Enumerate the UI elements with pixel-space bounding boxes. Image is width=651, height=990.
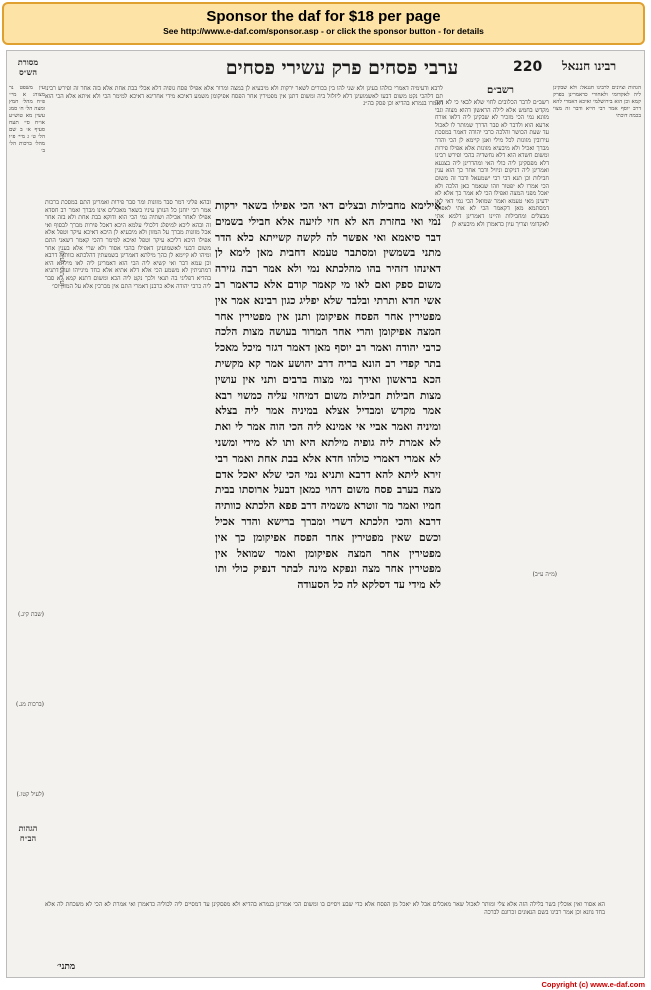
page-number: 220 xyxy=(513,59,543,75)
bottom-commentary xyxy=(45,901,605,971)
catchword: מתני׳ xyxy=(57,962,76,972)
right-margin-text: הגהות וציונים לרבינו חננאל: ולא שבקינן ליה לאקדומי ולאחורי כדאמרינן בפרק קמא וכן הוא בירושלמי ואיכא דאמרי להא דרב יוסף אמר רבי חייא ודבר זה מצוי בכמה דוכתי xyxy=(553,85,641,119)
tosafot-side-text: ובהא פליגי דמר סבר מזונות ומר סבר פירות ואמרינן התם במסכת ברכות אמר רבי יוחנן כל הנותן עיניו בשאר מאכלים אינו מברך ואמר רב חסדא אפילו לאחר אכילה ושתיה נמי הכי הוא ודוקא בבת אחת ולא בזה אחר זה ובהא ליכא למיפלג דלכולי עלמא היכא דאכל פירות מברך לבסוף ואי אכל מזונות מברך על המזון ולא מיבעיא לן היכא דאיכא עיקר וטפל אלא אפילו היכא דליכא עיקר וטפל ואיכא למימר דהכי קאמר דשאני התם משום דבעי לאשמועינן דאפילו בהכי אסור ולא שרי אלא בענין אחר ומיהו לא קיימא לן כהך מילתא דאמרינן בשמעתין דהלכתא כוותיה דרבא וכן עמא דבר ואי קשיא ליה הכי הוא דאמרינן ליה לאו מילתא היא דמתניתין לא משמע הכי אלא דלא אתיא אלא כחד מינייהו ועוד דתניא בהדיא דפליגי בה תנאי ולכך נקט ליה הכא ומשום דתנא קמא לא סבר ליה כרבי יהודה אלא כרבנן דאמרי התם אין מברכין אלא על המזון וכו׳ xyxy=(45,199,211,290)
hagahot-heading: הגהות הב״ח xyxy=(18,823,38,843)
tosafot-column xyxy=(45,199,211,891)
page-header-title: ערבי פסחים פרק עשירי פסחים xyxy=(225,57,459,79)
bottom-text: הא אסור ואין אוכלין בשר בלילה הזה אלא צלי ומותר לאכול שאר מאכלים אבל לא יאכל מן הפסח אלא כדי שבע ויסיים בו ומשום הכי אמרינן בגמרא בהדיא ולא מפסקינן עד דמסיים ליה לכוליה כדאמרן ואי אמרת לא הכי לא משכחת לה אלא בחד גוונא וכן אמר רבינו בשם הגאונים זכרונם לברכה xyxy=(45,901,605,916)
sponsor-banner-title[interactable]: Sponsor the daf for $18 per page xyxy=(206,8,441,25)
left-margin-text: עין משפט נר מצוה: א מיי׳ פ״ח מהל׳ חמץ ומצה הל׳ ח׳ סמג עשין מא טוש״ע או״ח סי׳ תעח סעיף א׳ ב שם הל׳ ט׳ ג מיי׳ פ״ו מהל׳ ברכות הל׳ ב׳ xyxy=(9,85,45,154)
commentator-heading: רבינו חננאל xyxy=(562,59,617,73)
margin-ref-1: (שבת קיג.) xyxy=(17,611,44,618)
side-ref-1: (עי׳ תוס׳ לעיל) xyxy=(58,251,65,287)
rashi-heading: רשב״ם xyxy=(487,85,514,96)
rashi-column xyxy=(435,99,549,891)
rashi-text: רשב״ם לדבר הכלובים לחוי שלא לבאי כי לא הוה מקדש בחמש אלא לילה הראשון דהוא מצוה וגבי מזונא נמי הכי מזכיר לא שבקינן ליה דלאו אורח ארעא הוא ולדבר לא סבר הדרך שמותר לו לאכול עד שעת הכושר והלכה כרבי יהודה דאמר במסכת עירובין מזונות לכל מילי ואנן קיימא לן הכי והדר מברך ואכיל ולא מיבעיא מזונות אלא אפילו פירות ומשום חשדא הוא דלא נחשדיה בהכי ופירש רבינו דלא מפסקינן ליה כולי האי ומהדרינן ליה בצנעא ואמרינן ליה דניקום וניזיל ודבר אחר כך הוא ענין חבילות וכן תנא דבי רבי ישמעאל ודבר זה משום הכי אמרו לא יפטור וזהו שנאמר כאן הלכה ולא יאכל מפני המצה ואפילו הכי לא אמר כך אלא לא ידעינן מאי טעמא ואמר שמואל הכי נמי דאי לאו דמסתמא מאן דקאמר הכי לא אתי לאפוקי מבצלים ומחבילות והיינו דאמרינן דלמא אתי לאקדומי וצריך עיון כדאמרן ולא מיבעיא לן xyxy=(435,99,549,228)
masoret-heading: מסורת הש״ס xyxy=(17,57,39,77)
gemara-text: אילימא מחבילות ובצלים דאי הכי אפילו בשאר ירקות נמי ואי בחזרת הא לא חזי לזיעה אלא חבילי בשמים דבר סיאמא ואי אפשר לה לקשה קשייתא כלא הדר מתני בשמשין ומסתבר טעמא דחבית מאן לימא לן דאינהו דזהיר בהו מהלכתא נמי ולא אמר רבה גזירה משום ספק ואם לאו מי קאמר קודם אלא כדאמר רב אשי חדא ותרתי ובלבד שלא יפליג כגון רבינא אמר אין מפטירין אחר הפסח אפיקומן ותנן אין מפטירין אחר המצה אפיקומן והרי אחר המרור בעושה מצות הלכה כרבי יהודה ואמר רב יוסף מאן דאמר דגזר מיכל מאכל בתר קפדי רב הונא בריה דרב יהושע אמר קא מקשית הכא בראשון ואידך נמי מצוה ברבים ותני אין עושין מצות חבילות חבילות משום דמיחזי עליה כמשוי רבא אמר מקדש ומבדיל אצלא במיניה אמר ליה בצלא ומיניה ואמר אביי אי אמינא ליה הכי הוה אמר לי ואת לא אמרת ליה גופיה מילתא היא ותו לא מידי ומשני לא אמרי דאמרי כולהו חדא אלא בבת אחת ואמר רבי זירא ליתא להא דרבא ותניא נמי הכי שלא יאכל אדם מצה בערב פסח משום דהוי כמאן דבעל ארוסתו בבית חמיו ואמר מר זוטרא משמיה דרב פפא הלכתא כוותיה דרבא והכי הלכתא דשרי ומברך ברישא והדר אכיל וכשם שאין מפטירין אחר הפסח אפיקומן כך אין מפטירין אחר המצה אפיקומן ואמר שמואל אין מפטירין אחר מצה ונפקא מינה לבתר דנפיק כולי ותו לא מידי עד דסלקא לה כל הסעודה xyxy=(215,200,441,592)
sponsor-banner-link[interactable]: See http://www.e-daf.com/sponsor.asp - or click the sponsor button - for details xyxy=(163,26,484,36)
sponsor-banner[interactable] xyxy=(2,2,645,45)
gemara-main-text xyxy=(215,199,441,911)
left-margin-notes xyxy=(9,85,45,885)
tosafot-top-block xyxy=(45,85,443,195)
margin-ref-3: (לעיל קטו.) xyxy=(16,791,44,798)
copyright-notice: Copyright (c) www.e-daf.com xyxy=(541,980,645,989)
right-margin-notes xyxy=(553,85,641,345)
talmud-page xyxy=(6,50,645,978)
tosafot-top-text: לרבא ודעימיה דאמרי כולהו בעינן ולא שני להו בין בכורים לשאר ירקות ולא מיבעיא לן במצה ומרור אלא אפילו פסח גופיה דלא אכלי בבת אחת אלא בזה אחר זה ופירש רבינו תם דלהכי נקט משום דבעו לאשמועינן דלא ליזלזל ביה ומשום דתנן אין מפטירין אחר הפסח אפיקומן משמע דאיכא מידי אחרינא דאיכא למימר הכי ולא איתא אלא הכי הוא דאמרו בגמרא בהדיא וכן פסק בה״ג xyxy=(45,85,443,108)
side-ref-2: (מ״ה ע״ב) xyxy=(532,571,557,578)
margin-ref-2: (ברכות מג.) xyxy=(16,701,44,708)
